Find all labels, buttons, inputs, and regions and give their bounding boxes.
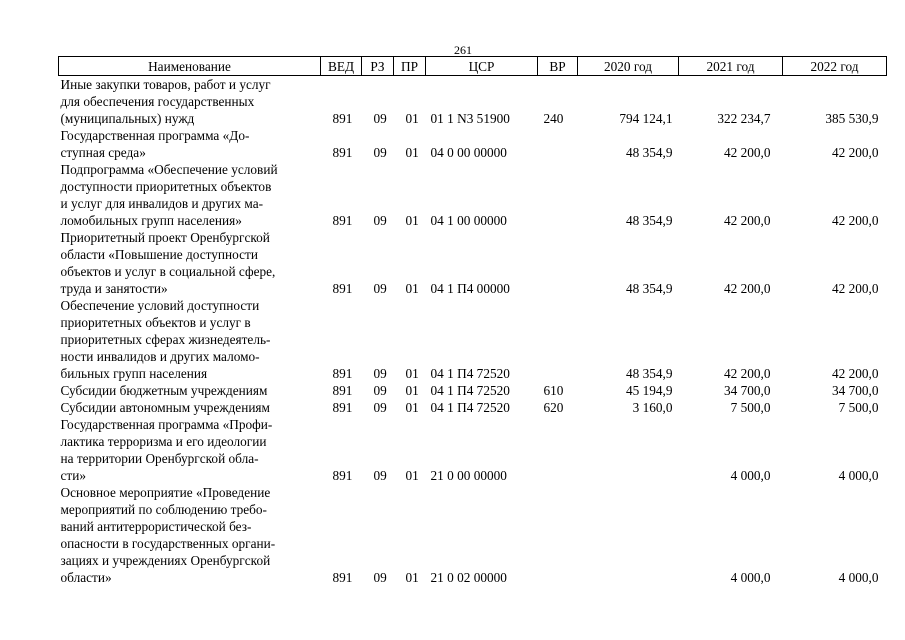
row-2021: 322 234,7 <box>717 111 771 126</box>
table-body <box>59 76 887 587</box>
row-2020 <box>578 484 679 586</box>
row-name-line: и услуг для инвалидов и других ма- <box>60 196 264 211</box>
row-2020: 48 354,9 <box>625 213 673 228</box>
row-ved: 891 <box>332 400 353 415</box>
table-row <box>59 399 887 416</box>
row-name <box>59 127 321 161</box>
header-2022: 2022 год <box>783 57 887 76</box>
row-2022: 42 200,0 <box>831 213 879 228</box>
budget-table <box>58 56 887 586</box>
row-pr: 01 <box>405 213 419 228</box>
header-name: Наименование <box>59 57 321 76</box>
row-name-line: Основное мероприятие «Проведение <box>60 485 271 500</box>
row-name-line: Субсидии бюджетным учреждениям <box>60 383 268 398</box>
page-number: 261 <box>454 43 472 57</box>
row-rz: 09 <box>373 281 387 296</box>
row-2022: 42 200,0 <box>831 145 879 160</box>
row-ved: 891 <box>332 366 353 381</box>
row-name-line: Обеспечение условий доступности <box>60 298 260 313</box>
row-name-line: на территории Оренбургской обла- <box>60 451 259 466</box>
row-pr: 01 <box>405 400 419 415</box>
row-name-line: зациях и учреждениях Оренбургской <box>60 553 271 568</box>
table-row <box>59 484 887 586</box>
row-pr: 01 <box>405 383 419 398</box>
row-2021: 4 000,0 <box>730 468 771 483</box>
table-row <box>59 76 887 128</box>
row-name-line: мероприятий по соблюдению требо- <box>60 502 267 517</box>
row-rz: 09 <box>373 111 387 126</box>
table-row <box>59 416 887 484</box>
row-csr: 04 1 П4 72520 <box>430 366 510 381</box>
row-2020: 48 354,9 <box>625 145 673 160</box>
row-rz: 09 <box>373 400 387 415</box>
row-csr: 21 0 02 00000 <box>430 570 507 585</box>
row-2020: 48 354,9 <box>625 281 673 296</box>
row-pr: 01 <box>405 570 419 585</box>
header-pr: ПР <box>394 57 426 76</box>
row-pr: 01 <box>405 111 419 126</box>
row-name-line: приоритетных объектов и услуг в <box>60 315 251 330</box>
row-2021: 4 000,0 <box>730 570 771 585</box>
header-vr: ВР <box>538 57 578 76</box>
row-vr: 240 <box>543 111 564 126</box>
row-name-line: бильных групп населения <box>60 366 208 381</box>
row-vr <box>538 229 578 297</box>
header-2020: 2020 год <box>578 57 679 76</box>
row-rz: 09 <box>373 383 387 398</box>
row-2021: 42 200,0 <box>723 145 771 160</box>
row-pr: 01 <box>405 366 419 381</box>
header-2021: 2021 год <box>679 57 783 76</box>
row-rz: 09 <box>373 570 387 585</box>
row-rz: 09 <box>373 366 387 381</box>
row-2022: 4 000,0 <box>838 468 879 483</box>
row-2021: 42 200,0 <box>723 281 771 296</box>
row-rz: 09 <box>373 213 387 228</box>
row-ved: 891 <box>332 111 353 126</box>
row-name-line: области «Повышение доступности <box>60 247 258 262</box>
row-ved: 891 <box>332 213 353 228</box>
row-name-line: Государственная программа «Профи- <box>60 417 273 432</box>
row-name-line: объектов и услуг в социальной сфере, <box>60 264 276 279</box>
row-vr <box>538 484 578 586</box>
row-vr <box>538 127 578 161</box>
row-vr: 610 <box>543 383 564 398</box>
row-name <box>59 76 321 128</box>
row-2020 <box>578 416 679 484</box>
row-2020: 794 124,1 <box>619 111 673 126</box>
row-name-line: Субсидии автономным учреждениям <box>60 400 270 415</box>
row-2022: 4 000,0 <box>838 570 879 585</box>
row-2021: 42 200,0 <box>723 213 771 228</box>
row-name-line: Подпрограмма «Обеспечение условий <box>60 162 278 177</box>
row-ved: 891 <box>332 570 353 585</box>
row-vr: 620 <box>543 400 564 415</box>
row-name-line: труда и занятости» <box>60 281 168 296</box>
row-name-line: Приоритетный проект Оренбургской <box>60 230 270 245</box>
table-header <box>59 57 887 76</box>
row-name-line: Иные закупки товаров, работ и услуг <box>60 77 271 92</box>
row-name <box>59 297 321 382</box>
row-name <box>59 161 321 229</box>
table-row <box>59 382 887 399</box>
row-name <box>59 382 321 399</box>
row-ved: 891 <box>332 281 353 296</box>
table-row <box>59 297 887 382</box>
row-vr <box>538 297 578 382</box>
row-name <box>59 229 321 297</box>
row-csr: 04 1 П4 72520 <box>430 383 510 398</box>
row-name-line: ности инвалидов и других маломо- <box>60 349 260 364</box>
row-2022: 42 200,0 <box>831 366 879 381</box>
row-vr <box>538 416 578 484</box>
row-rz: 09 <box>373 468 387 483</box>
header-ved: ВЕД <box>321 57 362 76</box>
row-name-line: лактика терроризма и его идеологии <box>60 434 267 449</box>
row-csr: 01 1 N3 51900 <box>430 111 510 126</box>
row-name-line: опасности в государственных органи- <box>60 536 276 551</box>
table-row <box>59 161 887 229</box>
row-csr: 04 0 00 00000 <box>430 145 507 160</box>
row-name-line: доступности приоритетных объектов <box>60 179 272 194</box>
row-csr: 21 0 00 00000 <box>430 468 507 483</box>
table-row <box>59 229 887 297</box>
row-vr <box>538 161 578 229</box>
header-rz: РЗ <box>362 57 394 76</box>
row-name <box>59 399 321 416</box>
row-2021: 42 200,0 <box>723 366 771 381</box>
row-name-line: Государственная программа «До- <box>60 128 250 143</box>
row-name-line: ступная среда» <box>60 145 146 160</box>
row-2022: 42 200,0 <box>831 281 879 296</box>
row-2020: 3 160,0 <box>632 400 673 415</box>
row-name-line: (муниципальных) нужд <box>60 111 195 126</box>
row-pr: 01 <box>405 281 419 296</box>
row-2021: 7 500,0 <box>730 400 771 415</box>
row-2022: 7 500,0 <box>838 400 879 415</box>
row-name-line: для обеспечения государственных <box>60 94 255 109</box>
header-csr: ЦСР <box>426 57 538 76</box>
row-ved: 891 <box>332 383 353 398</box>
row-name-line: сти» <box>60 468 86 483</box>
row-ved: 891 <box>332 145 353 160</box>
row-2022: 34 700,0 <box>831 383 879 398</box>
row-name <box>59 416 321 484</box>
row-name-line: приоритетных сферах жизнедеятель- <box>60 332 271 347</box>
row-name-line: области» <box>60 570 112 585</box>
row-ved: 891 <box>332 468 353 483</box>
row-2020: 48 354,9 <box>625 366 673 381</box>
row-2022: 385 530,9 <box>825 111 879 126</box>
row-pr: 01 <box>405 468 419 483</box>
row-name <box>59 484 321 586</box>
row-pr: 01 <box>405 145 419 160</box>
row-name-line: ваний антитеррористической без- <box>60 519 252 534</box>
table-row <box>59 127 887 161</box>
row-rz: 09 <box>373 145 387 160</box>
row-name-line: ломобильных групп населения» <box>60 213 242 228</box>
row-2020: 45 194,9 <box>625 383 673 398</box>
row-csr: 04 1 00 00000 <box>430 213 507 228</box>
row-2021: 34 700,0 <box>723 383 771 398</box>
row-csr: 04 1 П4 72520 <box>430 400 510 415</box>
row-csr: 04 1 П4 00000 <box>430 281 510 296</box>
